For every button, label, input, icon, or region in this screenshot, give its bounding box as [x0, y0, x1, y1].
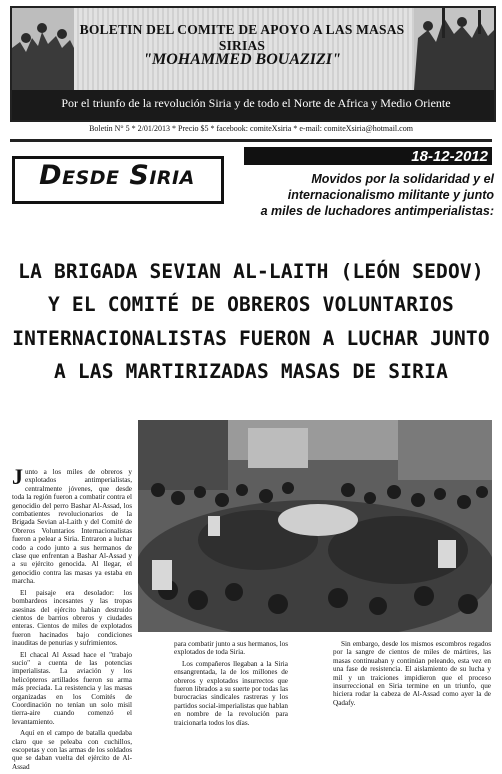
article-paragraph: para combatir junto a sus hermanos, los explotados de toda Siria. — [174, 640, 288, 657]
crowd-photo — [138, 420, 492, 632]
drop-cap: J — [12, 464, 23, 489]
article-paragraph — [12, 464, 132, 586]
masthead-title: BOLETIN DEL COMITE DE APOYO A LAS MASAS SIRIAS — [79, 22, 405, 53]
masthead-subtitle: "MOHAMMED BOUAZIZI" — [143, 51, 341, 68]
masthead-banner — [10, 6, 496, 122]
headline-line: A LAS MARTIRIZADAS MASAS DE SIRIA — [53, 360, 449, 383]
headline-line: Y EL COMITÉ DE OBREROS VOLUNTARIOS — [48, 293, 454, 316]
headline-line: INTERNACIONALISTAS FUERON A LUCHAR JUNTO — [12, 327, 490, 350]
issue-date: 18-12-2012 — [411, 148, 488, 165]
article-column-1 — [12, 464, 132, 774]
section-title: Desde Siria — [39, 160, 195, 191]
article-column-3 — [333, 640, 491, 710]
article-column-2 — [174, 640, 288, 730]
headline-line: LA BRIGADA SEVIAN AL-LAITH (LEÓN SEDOV) — [18, 260, 484, 283]
paragraph-text: unto a los miles de obreros y explotados antimperialistas, centralmente jóvenes, que desde toda la región fueron a combatir contra el genocidio del perro Bashar Al-Assad, los combatientes revolucionarios de la Brigada Sevian al-Laith y del Comité de Obreros Voluntarios Internacionalistas fueron a pelear a Siria. Entraron a luchar codo a codo junto a sus hermanos de clase que enfrentan a Bashar Al-Assad y a su ejército genocida. Al llegar, el genocidio contra las masas ya estaba en marcha. — [12, 468, 132, 586]
article-paragraph: El paisaje era desolador: los bombardeos incesantes y las tropas asesinas del ejército habían destruido cientos de barrios obreros y ciudades enteras. Cientos de miles de explotados fueron hacinados bajo condiciones inauditas de penurias y sufrimientos. — [12, 588, 132, 648]
article-paragraph: Aquí en el campo de batalla quedaba claro que se peleaba con cuchillos, escopetas y con las armas de los soldados que se daban vuelta del ejército de Al-Assad — [12, 729, 132, 771]
lede-text — [232, 171, 494, 219]
divider-rule — [10, 139, 492, 142]
masthead-tagline: Por el triunfo de la revolución Siria y de todo el Norte de Africa y Medio Oriente — [61, 96, 451, 110]
lede-line: a miles de luchadores antimperialistas: — [260, 204, 494, 218]
article-paragraph: Los compañeros llegaban a la Siria ensangrentada, la de los millones de obreros y explotados insurrectos que fueron librados a su suerte por todas las burocracias sindicales rastreras y los partidos social-imperialistas que hablan en nombre de la revolución para traicionarla todos los días. — [174, 659, 288, 727]
article-paragraph: El chacal Al Assad hace el "trabajo sucio" a cuenta de las potencias imperialistas. La aviación y los helicópteros artillados fueron su arma más preciada. La resistencia y las masas organizadas en los Comités de Coordinación no tenían un solo misil tierra-aire cuando comenzó el levantamiento. — [12, 650, 132, 726]
lede-line: Movidos por la solidaridad y el — [311, 172, 494, 186]
lede-line: internacionalismo militante y junto — [287, 188, 494, 202]
article-paragraph: Sin embargo, desde los mismos escombros regados por la sangre de cientos de miles de mártires, las masas continuaban y continúan peleando, esta vez en una fase de resistencia. El aislamiento de su lucha y mil y un traiciones impidieron que el proceso insurreccional en Siria termine en un triunfo, que hiciera rodar la cabeza de Al-Assad como ayer la de Qadafy. — [333, 640, 491, 707]
issue-info-line: Boletín N° 5 * 2/01/2013 * Precio $5 * facebook: comiteXsiria * e-mail: comiteXsiria@hotmail.com — [89, 124, 413, 133]
